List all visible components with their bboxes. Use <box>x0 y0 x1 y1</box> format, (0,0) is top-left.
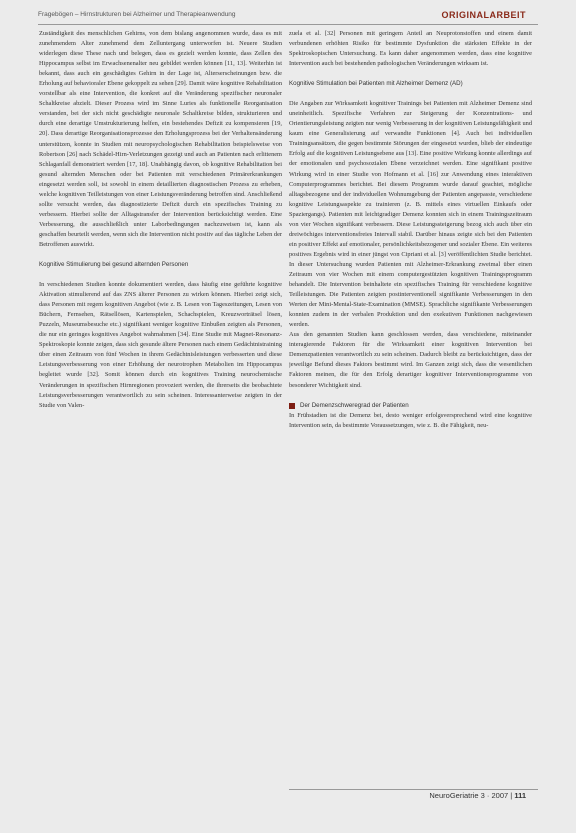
paragraph: In Frühstadien ist die Demenz bei, desto weniger erfolgsversprechend wird eine kognitive Intervention sein, da bestimmte Voraussetzungen, wie z. B. die Fähigkeit, neu- <box>289 411 532 429</box>
page-footer <box>429 791 526 800</box>
footer-divider <box>289 789 538 790</box>
section-heading: Kognitive Stimulierung bei gesund alternden Personen <box>39 261 189 269</box>
journal-citation: NeuroGeriatrie 3 · 2007 | <box>429 791 513 800</box>
square-bullet-icon <box>289 403 295 409</box>
bullet-heading: Der Demenzschweregrad der Patienten <box>300 401 409 409</box>
section-heading: Kognitive Stimulation bei Patienten mit Alzheimer Demenz (AD) <box>289 80 463 88</box>
left-column <box>39 29 282 774</box>
paragraph: Die Angaben zur Wirksamkeit kognitiver Trainings bei Patienten mit Alzheimer Demenz sind uneinheitlich. Spezifische Verfahren zur Steigerung der Konzentrations- und Orientierungsleistung zeigten nur wenig Verbesserung in der kognitiven Leistungsfähigkeit und kaum eine Generalisierung auf verwandte Funktionen [4]. Auch bei individuellen Trainingsansätzen, die gegen bestimmte Störungen der eingesetzt wurden, blieb der eindeutige Erfolg auf die kognitiven Leistungsebene aus [13]. Eine positive Wirkung konnte allerdings auf der emotionalen und psychosozialen Ebene verzeichnet werden. Eine signifikant positive Wirkung wird in einer Studie von Hofmann et al. [16] zur Anwendung eines interaktiven Computerprogrammes berichtet. Bei diesem Programm wurde darauf geachtet, mögliche alltagsbezogene und der individuellen Wohnumgebung der Patienten angepasste, verschiedene kognitive Leistungsaspekte zu trainieren (z. B. mittels eines virtuellen Einkaufs oder Spaziergangs). Patienten mit leichtgradiger Demenz konnten sich in einem Trainingszeitraum von vier Wochen signifikant verbessern. Diese Leistungssteigerung bezog sich auch über ein dreiwöchiges interventionsfreies Intervall stabil. Darüber hinaus zeigte sich bei den Patienten ein positiver Effekt auf emotionaler, persönlichkeitsbezogener und sozialer Ebene. Ein weiteres positives Ergebnis wird in einer jüngst von Cipriani et al. [3] veröffentlichten Studie berichtet. In dieser Untersuchung wurden Patienten mit Alzheimer-Erkrankung zweimal über einen Zeitraum von vier Wochen mit einem computergestützten kognitiven Trainingsprogramm behandelt. Die Intervention beinhaltete ein spezifisches Training für verschiedene kognitive Teilleistungen. Die Patienten zeigten postinterventionell signifikante Verbesserungen in den Werten der Mini-Mental-State-Examination (MMSE). Sprachliche signifikante Verbesserungen konnten zudem in der verbalen Produktion und den exekutiven Funktionen nachgewiesen werden. <box>289 100 532 329</box>
paragraph: Zuständigkeit des menschlichen Gehirns, von dem bislang angenommen wurde, dass es mit zunehmendem Alter zunehmend dem Zelluntergang unterworfen ist. Neuere Studien widerlegen diese These nach und belegen, dass es gezielt werden konnte, dass Zellen des Hippocampus selbst im Erwachsenenalter neu gebildet werden können [11, 13]. Weiterhin ist bekannt, dass auch ein geschädigtes Gehirn in der Lage ist, Alterserscheinungen bzw. die Erholung auf behavioraler Ebene gekoppelt zu sehen [29]. Damit wäre kognitive Rehabilitation vorstellbar als eine Intervention, die konkret auf die Veränderung spezifischer neuronaler Schaltkreise abzielt. Dieser Prozess wird im Sinne Luries als funktionelle Reorganisation verstanden, bei der sich nicht geschädigte neuronale Schaltkreise bilden, strukturieren und durch eine derartige Umstrukturierung helfen, ein bestehendes Defizit zu kompensieren [19, 20]. Dass derartige Reorganisationsprozesse den Erholungsprozess bei der Verhaltensänderung unterstützen, konnte in Studien mit neuropsychologischen Rehabilitation beispielsweise von Robertson [26] nach Schädel-Hirn-Verletzungen gezeigt und auch an Patienten nach erlittenem Schlaganfall demonstriert werden [17, 18]. Unabhängig davon, ob kognitive Rehabilitation bei gesund alternden Menschen oder bei Patienten mit verschiedenen Primärerkrankungen eingesetzt werden soll, ist sowohl in einem detaillierten diagnostischen Prozess zu erheben, welche kognitiven Teilleistungen von einer Leistungsveränderung betroffen sind. Anschließend sollte versucht werden, das diagnostizierte Defizit durch ein spezifisches Training zu verbessern. Hierbei sollte der Alltagstransfer der Intervention berücksichtigt werden. Eine Verbesserung, die ausschließlich unter Laborbedingungen nachzuweisen ist, kann als geschaffen beurteilt werden, wenn sich die Intervention nicht positiv auf das tägliche Leben der Betroffenen auswirkt. <box>39 30 282 248</box>
paragraph: zuela et al. [32] Personen mit geringem Anteil an Neuprotonstoffen und einem damit verbundenen erhöhten Risiko für bestimmte Dysfunktion die stärksten Effekte in der Spektroskopischen Untersuchung. Es kann daher angenommen werden, dass eine kognitive Intervention auch bei bestehenden pathologischen Veränderungen wirksam ist. <box>289 30 532 68</box>
header-divider <box>38 24 538 25</box>
right-column <box>289 29 532 679</box>
page-number: 111 <box>514 791 526 800</box>
paragraph: Aus den genannten Studien kann geschlossen werden, dass verschiedene, miteinander interagierende Faktoren für die Wirksamkeit einer kognitiven Intervention bei Demenzpatienten verantwortlich zu sein scheinen. Dadurch bleibt zu berücksichtigen, dass der jeweilige Befund dieses Faktors bestimmt wird. Im Ganzen zeigt sich, dass die wesentlichen Faktoren meinen, die für den Erfolg derartiger kognitiver Interventionsprogramme von besonderer Wichtigkeit sind. <box>289 331 532 389</box>
section-label: ORIGINALARBEIT <box>441 10 526 20</box>
bullet-item <box>289 401 532 411</box>
paragraph: In verschiedenen Studien konnte dokumentiert werden, dass häufig eine geführte kognitive Aktivation stimulierend auf das ZNS älterer Personen zu wirken können. Hierbei zeigt sich, dass Personen mit regem kognitiven Angebot (wie z. B. Lesen von Tageszeitungen, Lesen von Büchern, Fernsehen, Rätsellösen, Kartenspielen, Schachspielen, Kreuzworträtsel lösen, Puzzeln, Museumsbesuche etc.) signifikant weniger kognitive Einbußen zeigten als Personen, die nur ein geringes kognitives Angebot wahrnahmen [34]. Eine Studie mit Magnet-Resonanz-Spektroskopie konnte zeigen, dass sich gesunde ältere Personen nach einem Gedächtnistraining über einen Zeitraum von fünf Wochen in ihrem Gedächtnisleistungen verbesserten und diese Leistungsverbesserung von einer Erhöhung der neurotrophen Metabolien im Hippocampus begleitet wurde [32]. Somit können durch ein kognitives Training neurochemische Veränderungen in spezifischen Hirnregionen provoziert werden, die ihrerseits die beobachtete Leistungsverbesserungen verantwortlich zu sein scheinen. Interessanterweise zeigten in der Studie von Valen- <box>39 281 282 409</box>
running-header: Fragebögen – Hirnstrukturen bei Alzheimer und Therapieanwendung <box>38 11 236 18</box>
